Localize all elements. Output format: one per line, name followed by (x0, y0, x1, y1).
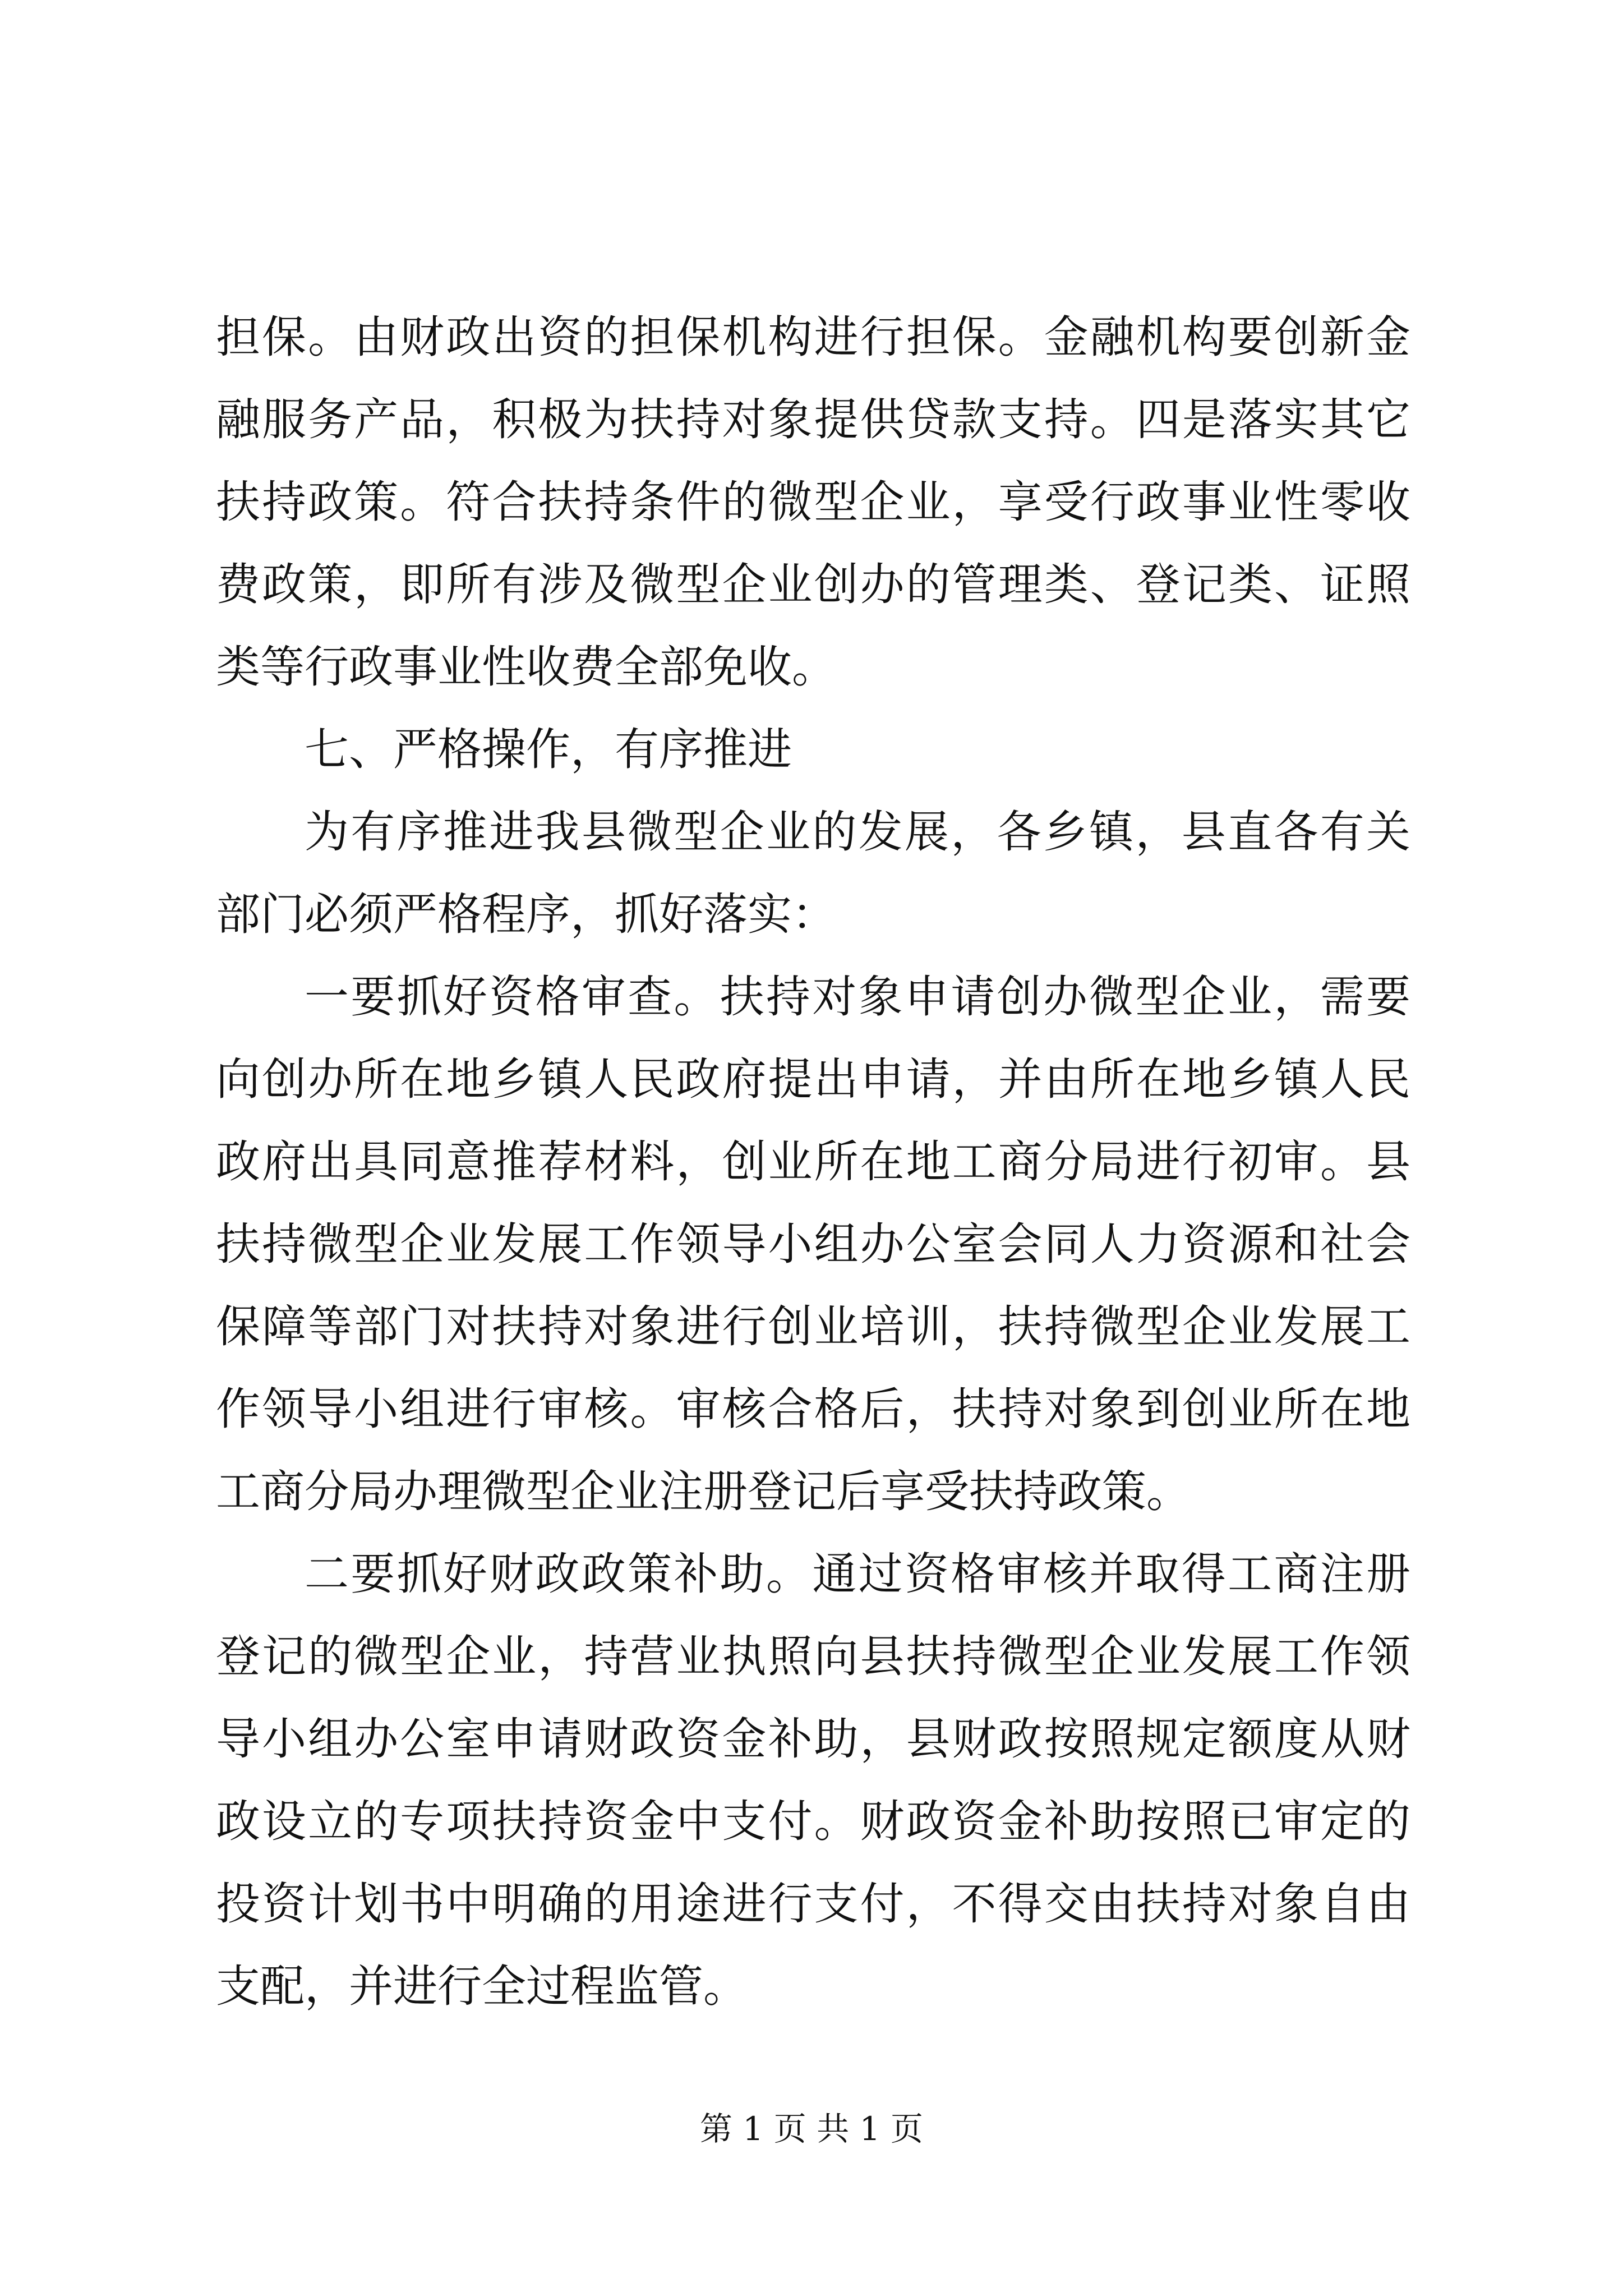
paragraph-qualification-review: 一要抓好资格审查。扶持对象申请创办微型企业，需要向创办所在地乡镇人民政府提出申请，并由所在地乡镇人民政府出具同意推荐材料，创业所在地工商分局进行初审。县扶持微型企业发展工作领导小组办公室会同人力资源和社会保障等部门对扶持对象进行创业培训，扶持微型企业发展工作领导小组进行审核。审核合格后，扶持对象到创业所在地工商分局办理微型企业注册登记后享受扶持政策。 (216, 971, 1410, 1517)
document-body (216, 296, 1410, 2028)
section-heading-seven: 七、严格操作，有序推进 (305, 724, 792, 775)
paragraph-intro: 为有序推进我县微型企业的发展，各乡镇，县直各有关部门必须严格程序，抓好落实： (216, 806, 1410, 940)
paragraph-fiscal-subsidy: 二要抓好财政政策补助。通过资格审核并取得工商注册登记的微型企业，持营业执照向县扶持微型企业发展工作领导小组办公室申请财政资金补助，县财政按照规定额度从财政设立的专项扶持资金中支付。财政资金补助按照已审定的投资计划书中明确的用途进行支付，不得交由扶持对象自由支配，并进行全过程监管。 (216, 1548, 1410, 2012)
page-footer: 第 1 页 共 1 页 (700, 2110, 923, 2148)
paragraph-guarantee: 担保。由财政出资的担保机构进行担保。金融机构要创新金融服务产品，积极为扶持对象提供贷款支持。四是落实其它扶持政策。符合扶持条件的微型企业，享受行政事业性零收费政策，即所有涉及微型企业创办的管理类、登记类、证照类等行政事业性收费全部免收。 (216, 311, 1410, 693)
